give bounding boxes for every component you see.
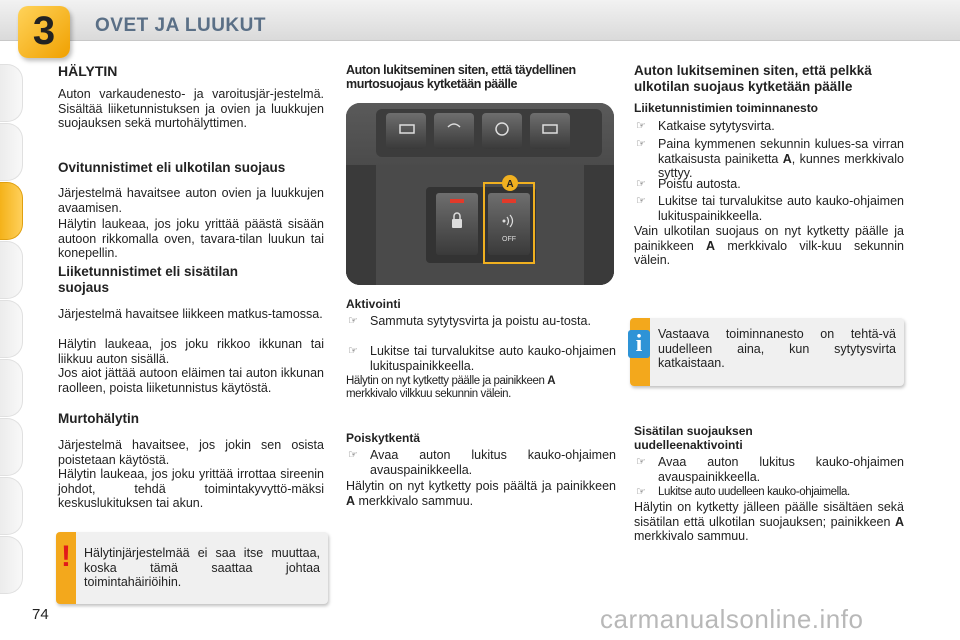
side-tab-2[interactable] bbox=[0, 123, 23, 181]
column2-title: Auton lukitseminen siten, että täydellinen murtosuojaus kytketään päälle bbox=[346, 63, 576, 91]
liiketunnistimet-p3: Jos aiot jättää autoon eläimen tai auton ikkunan raolleen, poista liiketunnistus käytöstä. bbox=[58, 366, 324, 395]
bullet-icon: ☞ bbox=[636, 486, 646, 498]
bullet-icon: ☞ bbox=[636, 195, 646, 207]
info-callout bbox=[630, 318, 904, 386]
column3-step-1: Katkaise sytytysvirta. bbox=[658, 119, 775, 133]
side-tab-8[interactable] bbox=[0, 477, 23, 535]
warning-icon: ! bbox=[61, 540, 71, 573]
column3-text-pre: Vain ulkotilan suojaus on nyt kytketty päälle ja painikkeen bbox=[634, 224, 904, 253]
dashboard-photo bbox=[346, 103, 614, 285]
poiskytkenta-step-1: Avaa auton lukitus kauko-ohjaimen avauspainikkeella. bbox=[370, 448, 616, 477]
halytin-text: Auton varkaudenesto- ja varoitusjär-jestelmä. Sisältää liiketunnistuksen ja ovien ja luukkujen suojauksen sekä murtohälyttimen. bbox=[58, 87, 324, 130]
aktivointi-note bbox=[346, 375, 618, 401]
poiskytkenta-text bbox=[346, 479, 616, 508]
aktivointi-step-1: Sammuta sytytysvirta ja poistu au-tosta. bbox=[370, 314, 591, 328]
bullet-icon: ☞ bbox=[348, 345, 358, 357]
info-icon: i bbox=[628, 330, 650, 358]
reactivation-text bbox=[634, 500, 904, 544]
column3-text-a: A bbox=[706, 238, 716, 253]
column3-subtitle-1: Liiketunnistimien toiminnanesto bbox=[634, 101, 819, 115]
column3-step-3: Poistu autosta. bbox=[658, 177, 741, 191]
poiskytkenta-text-pre: Hälytin on nyt kytketty pois päältä ja painikkeen bbox=[346, 479, 616, 493]
page-number: 74 bbox=[32, 606, 49, 623]
bullet-icon: ☞ bbox=[636, 138, 646, 150]
aktivointi-title: Aktivointi bbox=[346, 297, 401, 311]
liiketunnistimet-p1: Järjestelmä havaitsee liikkeen matkus-tamossa. bbox=[58, 307, 323, 321]
section-title-murtohalytin: Murtohälytin bbox=[58, 411, 139, 426]
poiskytkenta-text-a: A bbox=[346, 493, 356, 508]
reactivation-step-2: Lukitse auto uudelleen kauko-ohjaimella. bbox=[658, 486, 850, 498]
bullet-icon: ☞ bbox=[636, 120, 646, 132]
column3-step-2-a: A bbox=[782, 151, 792, 166]
off-label: OFF bbox=[502, 236, 516, 243]
column3-step-2-post: , kunnes merkkivalo syttyy. bbox=[658, 151, 904, 180]
side-tab-6[interactable] bbox=[0, 359, 23, 417]
side-tab-7[interactable] bbox=[0, 418, 23, 476]
reactivation-step-1: Avaa auton lukitus kauko-ohjaimen avauspainikkeella. bbox=[658, 455, 904, 484]
chapter-number: 3 bbox=[32, 9, 56, 53]
section-title-ovitunnistimet: Ovitunnistimet eli ulkotilan suojaus bbox=[58, 160, 286, 175]
aktivointi-note-post: merkkivalo vilkkuu sekunnin välein. bbox=[346, 388, 511, 400]
watermark: carmanualsonline.info bbox=[600, 604, 864, 634]
info-text: Vastaava toiminnanesto on tehtä-vä uudelleen aina, kun sytytysvirta katkaistaan. bbox=[658, 327, 896, 370]
poiskytkenta-title: Poiskytkentä bbox=[346, 431, 421, 445]
bullet-icon: ☞ bbox=[348, 449, 358, 461]
bullet-icon: ☞ bbox=[636, 178, 646, 190]
reactivation-text-pre: Hälytin on kytketty jälleen päälle sisältäen sekä sisätilan että ulkotilan suojauksen; painikkeen bbox=[634, 500, 904, 529]
murtohalytin-p1: Järjestelmä havaitsee, jos jokin sen osista poistetaan käytöstä. bbox=[58, 438, 324, 467]
reactivation-text-a: A bbox=[894, 514, 904, 529]
aktivointi-note-pre: Hälytin on nyt kytketty päälle ja painikkeen bbox=[346, 375, 548, 387]
side-tab-1[interactable] bbox=[0, 64, 23, 122]
aktivointi-step-2: Lukitse tai turvalukitse auto kauko-ohjaimen lukituspainikkeella. bbox=[370, 344, 616, 373]
side-tab-3-active[interactable] bbox=[0, 182, 23, 240]
reactivation-text-post: merkkivalo sammuu. bbox=[634, 529, 749, 543]
section-title-liiketunnistimet-1: Liiketunnistimet eli sisätilan bbox=[58, 264, 239, 279]
label-a-marker: A bbox=[506, 179, 514, 190]
column3-step-4: Lukitse tai turvalukitse auto kauko-ohjaimen lukituspainikkeella. bbox=[658, 194, 904, 223]
warning-text: Hälytinjärjestelmää ei saa itse muuttaa, koska tämä saattaa johtaa toimintahäiriöihin. bbox=[84, 546, 320, 589]
page-header bbox=[0, 0, 960, 58]
ovitunnistimet-p2: Hälytin laukeaa, jos joku yrittää päästä sisään autoon rikkomalla oven, tavara-tilan luukun tai konepellin. bbox=[58, 217, 324, 260]
warning-callout bbox=[56, 532, 328, 604]
column3-step-2 bbox=[658, 137, 904, 181]
column3-subtitle-2-line1: Sisätilan suojauksen bbox=[634, 424, 753, 438]
column3-subtitle-2-line2: uudelleenaktivointi bbox=[634, 438, 743, 452]
bullet-icon: ☞ bbox=[636, 456, 646, 468]
murtohalytin-p2: Hälytin laukeaa, jos joku yrittää irrottaa sireenin johdot, tehdä toimintakyvyttö-mäksi keskuslukituksen tai akun. bbox=[58, 467, 324, 510]
page-title: OVET JA LUUKUT bbox=[95, 15, 266, 36]
aktivointi-note-a: A bbox=[547, 375, 556, 387]
section-title-liiketunnistimet-2: suojaus bbox=[58, 280, 110, 295]
side-tab-4[interactable] bbox=[0, 241, 23, 299]
side-tab-9[interactable] bbox=[0, 536, 23, 594]
liiketunnistimet-p2: Hälytin laukeaa, jos joku rikkoo ikkunan tai liikkuu auton sisällä. bbox=[58, 337, 324, 366]
column3-title: Auton lukitseminen siten, että pelkkä ulkotilan suojaus kytketään päälle bbox=[634, 63, 872, 94]
column3-step-2-pre: Paina kymmenen sekunnin kulues-sa virran katkaisusta painiketta bbox=[658, 137, 904, 166]
side-tab-5[interactable] bbox=[0, 300, 23, 358]
column3-text bbox=[634, 224, 904, 268]
section-title-halytin: HÄLYTIN bbox=[58, 63, 118, 79]
dashboard-switch-illustration bbox=[346, 103, 614, 285]
ovitunnistimet-p1: Järjestelmä havaitsee auton ovien ja luukkujen avaamisen. bbox=[58, 186, 324, 215]
poiskytkenta-text-post: merkkivalo sammuu. bbox=[355, 493, 474, 508]
bullet-icon: ☞ bbox=[348, 315, 358, 327]
column3-text-post: merkkivalo vilk-kuu sekunnin välein. bbox=[634, 238, 904, 267]
